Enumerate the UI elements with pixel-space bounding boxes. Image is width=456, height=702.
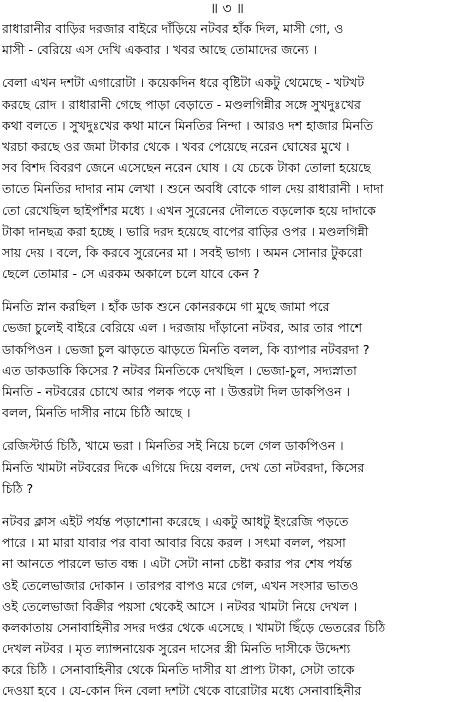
text-line: ডাকপিওন । ভেজা চুল ঝাড়তে ঝাড়তে মিনতি বলল, কি ব্যাপার নটবরদা ? [2, 341, 370, 357]
text-line: বলল, মিনতি দাসীর নামে চিঠি আছে । [2, 405, 191, 421]
text-line: ভেজা চুলেই বাইরে বেরিয়ে এল । দরজায় দাঁড়ানো নটবর, আর তার পাশে [2, 320, 363, 336]
text-line: খরচা করছে ওর জমা টাকার থেকে । খবর পেয়েছে নরেন ঘোষের মুখে । [2, 138, 350, 154]
text-line: না আনতে পারলে ভাত বন্ধ । এটা সেটা নানা চেষ্টা করার পর শেষ পর্যন্ত [2, 556, 353, 572]
text-line: ছেলে তোমার - সে এরকম অকালে চলে যাবে কেন ? [2, 266, 260, 282]
text-line: সব বিশদ বিবরণ জেনে এসেছেন নরেন ঘোষ । যে চেকে টাকা তোলা হয়েছে [2, 160, 371, 176]
text-line: দেওয়া হবে । যে-কোন দিন বেলা দশটা থেকে বারোটার মধ্যে সেনাবাহিনীর [2, 683, 362, 699]
text-line: টাকা দানছত্র করা হচ্ছে । ভারি দরদ হয়েছে বাপের বাড়ির ওপর । মণ্ডলগিন্নী [2, 223, 369, 239]
paragraph-2 [2, 72, 452, 284]
text-line: এত ডাকডাকি কিসের ? নটবর মিনতিকে দেখছিল । ভেজা-চুল, সদ্যস্নাতা [2, 362, 357, 378]
text-line: নটবর ক্লাস এইট পর্যন্ত পড়াশোনা করেছে । একটু আধটু ইংরেজি পড়তে [2, 513, 349, 529]
text-line: চিঠি ? [2, 480, 34, 496]
text-line: ওই তেলেভাজা বিক্রীর পয়সা থেকেই আসে । নটবর খামটা নিয়ে দেখল । [2, 598, 358, 614]
paragraph-5 [2, 511, 452, 702]
paragraph-3 [2, 296, 452, 423]
text-line: কলকাতায় সেনাবাহিনীর সদর দপ্তর থেকে এসেছে । খামটা ছিঁড়ে ভেতরের চিঠি [2, 619, 386, 635]
text-line: সায় দেয় । বলে, কি করবে সুরেনের মা । সবই ভাগ্য । অমন সোনার টুকরো [2, 244, 363, 260]
text-line: দেখল নটবর । মৃত ল্যান্সনায়েক সুরেন দাসের স্ত্রী মিনতি দাসীকে উদ্দেশ্য [2, 641, 351, 657]
text-line: বেলা এখন দশটা এগারোটা । কয়েকদিন ধরে বৃষ্টিটা একটু থেমেছে - খটখট [2, 75, 365, 91]
paragraph-1 [2, 18, 452, 60]
paragraph-4 [2, 435, 452, 499]
text-line: রেজিস্টার্ড চিঠি, খামে ভরা । মিনতির সই নিয়ে চলে গেল ডাকপিওন । [2, 438, 344, 454]
text-line: কথা বলতে । সুখদুঃখের কথা মানে মিনতির নিন্দা । আরও দশ হাজার মিনতি [2, 117, 374, 133]
text-line: করে চিঠি । সেনাবাহিনীর থেকে মিনতি দাসীর যা প্রাপ্য টাকা, সেটা তাকে [2, 662, 355, 678]
text-line: করছে রোদ । রাধারানী গেছে পাড়া বেড়াতে - মণ্ডলগিন্নীর সঙ্গে সুখদুঃখের [2, 96, 361, 112]
text-line: তাতে মিনতির দাদার নাম লেখা । শুনে অবধি বোকে গাল দেয় রাধারানী । দাদা [2, 181, 384, 197]
text-line: মিনতি স্নান করছিল । হাঁক ডাক শুনে কোনরকমে গা মুছে জামা পরে [2, 299, 330, 315]
text-line: মাসী - বেরিয়ে এস দেখি একবার । খবর আছে তোমাদের জন্যে । [2, 42, 317, 58]
text-line: পারে । মা মারা যাবার পর বাবা আবার বিয়ে করল । সৎমা বলল, পয়সা [2, 535, 346, 551]
text-line: মিনতি খামটা নটবরের দিকে এগিয়ে দিয়ে বলল, দেখ তো নটবরদা, কিসের [2, 459, 365, 475]
text-line: রাধারানীর বাড়ির দরজার বাইরে দাঁড়িয়ে নটবর হাঁক দিল, মাসী গো, ও [2, 21, 344, 36]
text-line: তো রেখেছিল ছাইপাঁশর মধ্যে । এখন সুরেনের দৌলতে বড়লোক হয়ে দাদাকে [2, 202, 376, 218]
text-line: মিনতি - নটবরের চোখে আর পলক পড়ে না । উত্তরটা দিল ডাকপিওন । [2, 384, 350, 399]
text-line: ওই তেলেভাজার দোকান । তারপর বাপও মরে গেল, এখন সংসার ভাতও [2, 577, 359, 593]
chapter-heading: ॥ ৩ ॥ [210, 1, 244, 17]
